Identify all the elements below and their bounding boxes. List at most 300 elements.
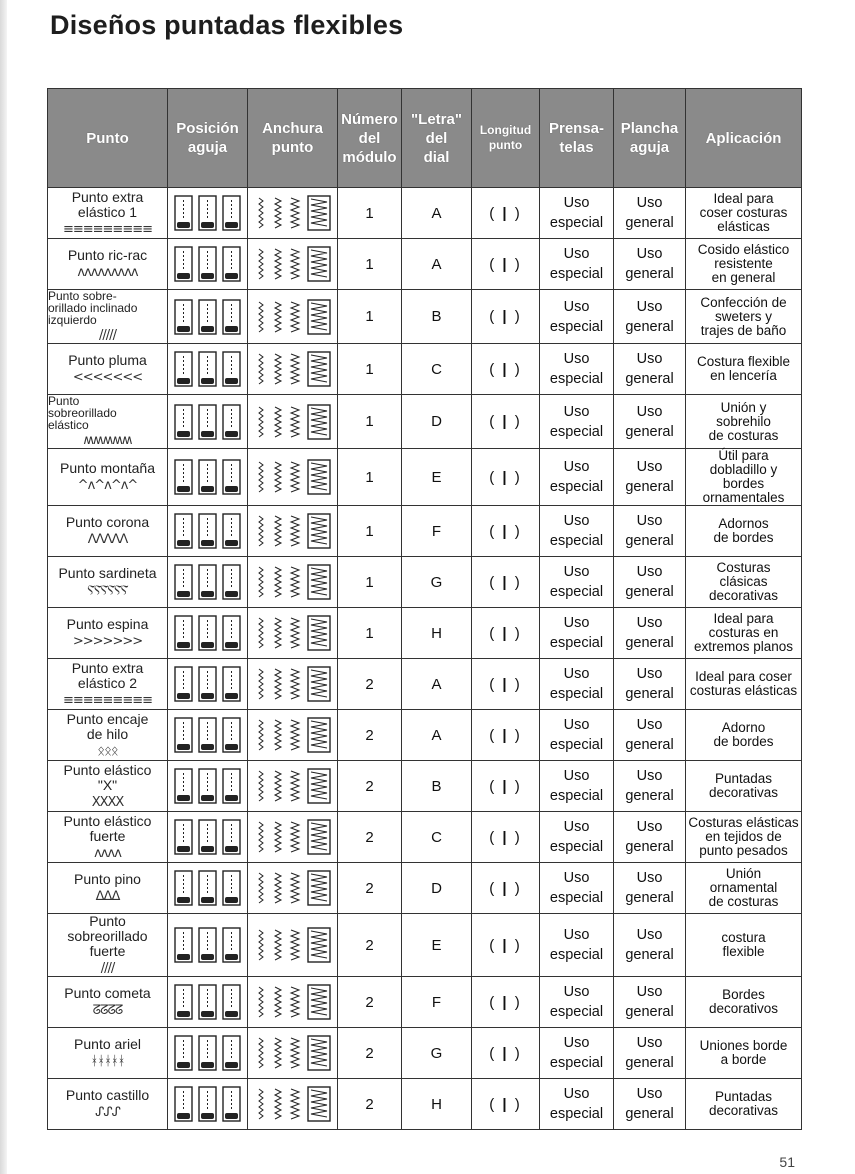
- cell-anchura: [248, 977, 338, 1028]
- cell-prensa: [540, 188, 614, 239]
- needle-position-icon: [172, 767, 244, 805]
- cell-punto: [48, 449, 168, 506]
- cell-anchura: [248, 449, 338, 506]
- plancha-text: general: [625, 584, 674, 600]
- cell-anchura: [248, 608, 338, 659]
- cell-modulo: 2: [338, 659, 402, 710]
- prensa-text: especial: [549, 686, 604, 702]
- length-paren-close: ): [514, 413, 522, 430]
- cell-prensa: [540, 977, 614, 1028]
- stitch-name: Punto ric-rac: [67, 247, 148, 263]
- cell-modulo: 1: [338, 395, 402, 449]
- length-paren-open: (: [489, 624, 497, 642]
- length-paren-close: ): [514, 1044, 522, 1062]
- needle-position-icon: [172, 869, 244, 907]
- aplicacion-text: Ideal para coser: [695, 669, 792, 684]
- prensa-text: Uso: [563, 819, 590, 835]
- prensa-text: especial: [549, 1055, 604, 1071]
- stitch-pattern-icon: ⲊⲊⲊⲊⲊⲊ: [87, 583, 128, 598]
- plancha-text: general: [625, 1004, 674, 1020]
- cell-prensa: [540, 914, 614, 977]
- prensa-text: especial: [549, 371, 604, 387]
- length-bar: |: [502, 204, 509, 222]
- stitch-pattern-icon: >>>>>>>: [72, 634, 143, 649]
- cell-posicion: [168, 977, 248, 1028]
- prensa-text: especial: [549, 737, 604, 753]
- table-row: [48, 812, 802, 863]
- stitch-name: elástico 2: [77, 674, 138, 691]
- cell-posicion: [168, 1079, 248, 1130]
- cell-longitud: [472, 344, 540, 395]
- cell-modulo: 2: [338, 977, 402, 1028]
- aplicacion-text: costuras en: [708, 625, 779, 640]
- cell-posicion: [168, 659, 248, 710]
- needle-position-icon: [172, 298, 244, 336]
- cell-letra: F: [402, 977, 472, 1028]
- aplicacion-text: ornamental: [709, 880, 778, 895]
- cell-anchura: [248, 290, 338, 344]
- cell-longitud: [472, 1079, 540, 1130]
- stitch-pattern-icon: ᐃᐃᐃ: [95, 889, 120, 904]
- stitch-name: elástico: [48, 418, 89, 432]
- aplicacion-text: Costura flexible: [696, 354, 791, 369]
- stitch-pattern-icon: ʍʍʍʍʍ: [83, 433, 132, 448]
- plancha-text: Uso: [636, 984, 663, 1000]
- table-row: [48, 608, 802, 659]
- prensa-text: Uso: [563, 195, 590, 211]
- cell-modulo: 1: [338, 608, 402, 659]
- cell-posicion: [168, 344, 248, 395]
- cell-longitud: [472, 977, 540, 1028]
- stitch-width-icon: [253, 458, 333, 496]
- plancha-text: Uso: [636, 1035, 663, 1051]
- cell-anchura: [248, 506, 338, 557]
- cell-anchura: [248, 188, 338, 239]
- plancha-text: Uso: [636, 298, 663, 315]
- stitch-name: Punto pluma: [68, 352, 147, 368]
- prensa-text: Uso: [563, 459, 590, 475]
- cell-modulo: 1: [338, 188, 402, 239]
- cell-aplicacion: [686, 188, 802, 239]
- plancha-text: Uso: [636, 513, 663, 529]
- plancha-text: general: [625, 839, 674, 855]
- cell-aplicacion: [686, 395, 802, 449]
- aplicacion-text: de bordes: [713, 734, 774, 749]
- cell-prensa: [540, 1079, 614, 1130]
- stitch-width-icon: [253, 512, 333, 550]
- cell-anchura: [248, 863, 338, 914]
- cell-prensa: [540, 812, 614, 863]
- stitch-name: Punto ariel: [74, 1036, 141, 1052]
- aplicacion-text: en general: [711, 270, 776, 285]
- cell-anchura: [248, 914, 338, 977]
- stitch-name: Punto castillo: [65, 1087, 150, 1103]
- needle-position-icon: [172, 245, 244, 283]
- needle-position-icon: [172, 403, 244, 441]
- prensa-text: especial: [549, 266, 604, 282]
- cell-aplicacion: [686, 659, 802, 710]
- aplicacion-text: decorativas: [708, 785, 779, 800]
- table-row: [48, 914, 802, 977]
- cell-punto: [48, 710, 168, 761]
- cell-punto: [48, 977, 168, 1028]
- stitch-width-icon: [253, 665, 333, 703]
- aplicacion-text: Cosido elástico: [697, 242, 790, 257]
- prensa-text: especial: [549, 1106, 604, 1122]
- length-bar: |: [502, 624, 509, 642]
- plancha-text: Uso: [636, 246, 663, 262]
- stitch-name: Punto encaje: [66, 710, 149, 727]
- plancha-text: general: [625, 737, 674, 753]
- length-bar: |: [502, 726, 509, 744]
- cell-prensa: [540, 1028, 614, 1079]
- stitch-width-icon: [253, 869, 333, 907]
- stitch-pattern-icon: ᚼᚼᚼᚼᚼ: [90, 1054, 125, 1069]
- prensa-text: especial: [549, 839, 604, 855]
- table-row: [48, 188, 802, 239]
- length-bar: |: [502, 360, 509, 378]
- aplicacion-text: en lencería: [710, 368, 777, 383]
- cell-modulo: 1: [338, 344, 402, 395]
- cell-posicion: [168, 1028, 248, 1079]
- cell-longitud: [472, 290, 540, 344]
- cell-aplicacion: [686, 977, 802, 1028]
- length-bar: |: [502, 573, 509, 591]
- plancha-text: general: [625, 947, 674, 963]
- prensa-text: especial: [549, 479, 604, 495]
- cell-plancha: [614, 914, 686, 977]
- cell-aplicacion: [686, 1079, 802, 1130]
- cell-posicion: [168, 449, 248, 506]
- stitch-pattern-icon: ᐱᐱᐱᐱᐱ: [87, 532, 128, 547]
- length-paren-open: (: [489, 573, 497, 591]
- cell-punto: [48, 290, 168, 344]
- cell-posicion: [168, 710, 248, 761]
- page-spine-shadow: [0, 0, 7, 1174]
- page-title: Diseños puntadas flexibles: [50, 10, 404, 40]
- cell-aplicacion: [686, 449, 802, 506]
- length-paren-open: (: [489, 308, 497, 325]
- cell-aplicacion: [686, 608, 802, 659]
- length-paren-open: (: [489, 993, 497, 1011]
- length-paren-open: (: [489, 777, 497, 795]
- aplicacion-text: extremos planos: [693, 639, 794, 654]
- aplicacion-text: Costuras: [716, 560, 771, 575]
- cell-letra: B: [402, 290, 472, 344]
- stitch-name: orillado inclinado: [48, 301, 138, 315]
- cell-longitud: [472, 557, 540, 608]
- aplicacion-text: a borde: [720, 1052, 767, 1067]
- cell-prensa: [540, 344, 614, 395]
- stitch-pattern-icon: ᛟᛟᛟ: [97, 743, 118, 759]
- plancha-text: Uso: [636, 819, 663, 835]
- cell-anchura: [248, 812, 338, 863]
- aplicacion-text: ornamentales: [702, 490, 785, 505]
- length-paren-open: (: [489, 413, 497, 430]
- aplicacion-text: Unión y: [720, 399, 767, 415]
- needle-position-icon: [172, 614, 244, 652]
- header-prensa: Prensa- telas: [540, 89, 614, 188]
- table-row: [48, 290, 802, 344]
- aplicacion-text: Adorno: [721, 720, 766, 735]
- length-bar: |: [502, 468, 509, 486]
- aplicacion-text: clásicas: [719, 574, 768, 589]
- aplicacion-text: decorativos: [708, 1001, 779, 1016]
- cell-punto: [48, 812, 168, 863]
- cell-letra: G: [402, 557, 472, 608]
- header-longitud: Longitud punto: [472, 89, 540, 188]
- stitch-table: [47, 88, 802, 1130]
- cell-prensa: [540, 395, 614, 449]
- prensa-text: especial: [549, 318, 604, 335]
- cell-letra: H: [402, 608, 472, 659]
- cell-modulo: 1: [338, 239, 402, 290]
- cell-anchura: [248, 761, 338, 812]
- length-paren-close: ): [514, 993, 522, 1011]
- cell-longitud: [472, 761, 540, 812]
- length-paren-close: ): [514, 522, 522, 540]
- stitch-name: elástico 1: [77, 203, 138, 220]
- prensa-text: Uso: [563, 615, 590, 631]
- table-row: [48, 395, 802, 449]
- stitch-name: Punto sardineta: [58, 565, 157, 581]
- length-bar: |: [502, 413, 509, 430]
- aplicacion-text: Adornos: [718, 516, 769, 531]
- cell-longitud: [472, 1028, 540, 1079]
- needle-position-icon: [172, 716, 244, 754]
- length-paren-open: (: [489, 675, 497, 693]
- stitch-pattern-icon: /////: [99, 328, 116, 343]
- aplicacion-text: Útil para: [718, 448, 769, 463]
- stitch-name: izquierdo: [48, 313, 97, 327]
- cell-longitud: [472, 188, 540, 239]
- cell-posicion: [168, 608, 248, 659]
- length-paren-open: (: [489, 828, 497, 846]
- header-punto: Punto: [48, 89, 168, 188]
- cell-anchura: [248, 557, 338, 608]
- length-paren-close: ): [514, 204, 522, 222]
- stitch-width-icon: [253, 563, 333, 601]
- cell-modulo: 2: [338, 863, 402, 914]
- stitch-name: Punto montaña: [60, 460, 155, 476]
- stitch-pattern-icon: ////: [100, 961, 115, 976]
- cell-plancha: [614, 1079, 686, 1130]
- aplicacion-text: costura: [721, 930, 766, 945]
- table-row: [48, 344, 802, 395]
- cell-posicion: [168, 395, 248, 449]
- cell-punto: [48, 344, 168, 395]
- cell-aplicacion: [686, 344, 802, 395]
- stitch-name: Punto: [48, 394, 80, 408]
- aplicacion-text: Unión: [725, 866, 762, 881]
- prensa-text: especial: [549, 1004, 604, 1020]
- needle-position-icon: [172, 926, 244, 964]
- aplicacion-text: decorativas: [708, 588, 779, 603]
- cell-modulo: 1: [338, 290, 402, 344]
- prensa-text: especial: [549, 584, 604, 600]
- cell-letra: B: [402, 761, 472, 812]
- prensa-text: especial: [549, 423, 604, 440]
- cell-prensa: [540, 449, 614, 506]
- aplicacion-text: Puntadas: [714, 771, 773, 786]
- cell-longitud: [472, 812, 540, 863]
- plancha-text: Uso: [636, 564, 663, 580]
- length-paren-open: (: [489, 726, 497, 744]
- cell-letra: A: [402, 239, 472, 290]
- table-row: [48, 710, 802, 761]
- cell-punto: [48, 557, 168, 608]
- cell-letra: D: [402, 395, 472, 449]
- cell-aplicacion: [686, 710, 802, 761]
- cell-letra: A: [402, 710, 472, 761]
- stitch-width-icon: [253, 818, 333, 856]
- plancha-text: Uso: [636, 666, 663, 682]
- aplicacion-text: de costuras: [708, 894, 779, 909]
- cell-longitud: [472, 395, 540, 449]
- plancha-text: Uso: [636, 195, 663, 211]
- header-aplicacion: Aplicación: [686, 89, 802, 188]
- cell-aplicacion: [686, 863, 802, 914]
- aplicacion-text: en tejidos de: [705, 829, 782, 844]
- stitch-name: Punto pino: [74, 871, 141, 887]
- cell-plancha: [614, 977, 686, 1028]
- aplicacion-text: Ideal para: [713, 611, 774, 626]
- aplicacion-text: flexible: [722, 944, 765, 959]
- length-paren-open: (: [489, 468, 497, 486]
- stitch-pattern-icon: ᘔᘔᘔᘔ: [92, 1003, 123, 1018]
- length-paren-open: (: [489, 360, 497, 378]
- stitch-pattern-icon: ʌʌʌʌʌʌʌʌʌ: [77, 265, 138, 280]
- cell-longitud: [472, 506, 540, 557]
- plancha-text: Uso: [636, 870, 663, 886]
- length-paren-close: ): [514, 828, 522, 846]
- cell-modulo: 2: [338, 1079, 402, 1130]
- stitch-name: Punto extra: [71, 188, 144, 205]
- cell-longitud: [472, 659, 540, 710]
- cell-posicion: [168, 506, 248, 557]
- cell-modulo: 2: [338, 761, 402, 812]
- needle-position-icon: [172, 1034, 244, 1072]
- plancha-text: general: [625, 635, 674, 651]
- prensa-text: Uso: [563, 351, 590, 367]
- stitch-pattern-icon: <<<<<<<: [72, 370, 143, 385]
- plancha-text: Uso: [636, 459, 663, 475]
- prensa-text: especial: [549, 533, 604, 549]
- header-plancha: Plancha aguja: [614, 89, 686, 188]
- prensa-text: Uso: [563, 1035, 590, 1051]
- aplicacion-text: coser costuras: [699, 205, 788, 220]
- cell-punto: [48, 1079, 168, 1130]
- prensa-text: Uso: [563, 870, 590, 886]
- cell-prensa: [540, 863, 614, 914]
- cell-prensa: [540, 659, 614, 710]
- cell-prensa: [540, 290, 614, 344]
- needle-position-icon: [172, 665, 244, 703]
- cell-anchura: [248, 1028, 338, 1079]
- stitch-width-icon: [253, 767, 333, 805]
- cell-plancha: [614, 812, 686, 863]
- stitch-width-icon: [253, 403, 333, 441]
- prensa-text: especial: [549, 788, 604, 804]
- cell-prensa: [540, 506, 614, 557]
- aplicacion-text: de costuras: [708, 427, 779, 443]
- aplicacion-text: dobladillo y: [709, 462, 778, 477]
- plancha-text: general: [625, 266, 674, 282]
- cell-posicion: [168, 239, 248, 290]
- prensa-text: Uso: [563, 927, 590, 943]
- stitch-name: Punto espina: [66, 616, 149, 632]
- header-anchura: Anchura punto: [248, 89, 338, 188]
- stitch-width-icon: [253, 1085, 333, 1123]
- cell-aplicacion: [686, 761, 802, 812]
- length-bar: |: [502, 1095, 509, 1113]
- header-numero: Número del módulo: [338, 89, 402, 188]
- table-row: [48, 1079, 802, 1130]
- stitch-pattern-icon: ᔑᔑᔑ: [95, 1105, 120, 1120]
- cell-longitud: [472, 449, 540, 506]
- cell-modulo: 2: [338, 914, 402, 977]
- cell-punto: [48, 1028, 168, 1079]
- page-number: 51: [779, 1154, 795, 1170]
- aplicacion-text: elásticas: [717, 219, 770, 234]
- cell-prensa: [540, 608, 614, 659]
- cell-aplicacion: [686, 914, 802, 977]
- aplicacion-text: punto pesados: [699, 843, 788, 858]
- cell-letra: H: [402, 1079, 472, 1130]
- stitch-name: de hilo: [86, 725, 129, 742]
- prensa-text: Uso: [563, 246, 590, 262]
- stitch-pattern-icon: ≡≡≡≡≡≡≡≡≡: [62, 692, 153, 708]
- plancha-text: Uso: [636, 927, 663, 943]
- cell-punto: [48, 506, 168, 557]
- plancha-text: Uso: [636, 1086, 663, 1102]
- length-bar: |: [502, 777, 509, 795]
- cell-punto: [48, 761, 168, 812]
- length-paren-close: ): [514, 255, 522, 273]
- cell-letra: C: [402, 812, 472, 863]
- length-paren-close: ): [514, 468, 522, 486]
- cell-punto: [48, 608, 168, 659]
- stitch-name: Punto corona: [65, 514, 150, 530]
- length-paren-open: (: [489, 879, 497, 897]
- length-bar: |: [502, 993, 509, 1011]
- plancha-text: general: [625, 890, 674, 906]
- plancha-text: general: [625, 686, 674, 702]
- cell-aplicacion: [686, 239, 802, 290]
- prensa-text: Uso: [563, 984, 590, 1000]
- prensa-text: especial: [549, 947, 604, 963]
- plancha-text: general: [625, 1055, 674, 1071]
- cell-letra: D: [402, 863, 472, 914]
- cell-letra: A: [402, 188, 472, 239]
- cell-anchura: [248, 239, 338, 290]
- cell-longitud: [472, 608, 540, 659]
- stitch-name: Punto sobreorillado: [67, 913, 148, 944]
- cell-punto: [48, 914, 168, 977]
- length-bar: |: [502, 308, 509, 325]
- cell-posicion: [168, 914, 248, 977]
- stitch-name: sobreorillado: [48, 406, 117, 420]
- cell-modulo: 2: [338, 1028, 402, 1079]
- table-row: [48, 863, 802, 914]
- aplicacion-text: de bordes: [713, 530, 774, 545]
- cell-punto: [48, 395, 168, 449]
- prensa-text: Uso: [563, 768, 590, 784]
- plancha-text: general: [625, 318, 674, 335]
- cell-plancha: [614, 290, 686, 344]
- plancha-text: general: [625, 1106, 674, 1122]
- prensa-text: Uso: [563, 1086, 590, 1102]
